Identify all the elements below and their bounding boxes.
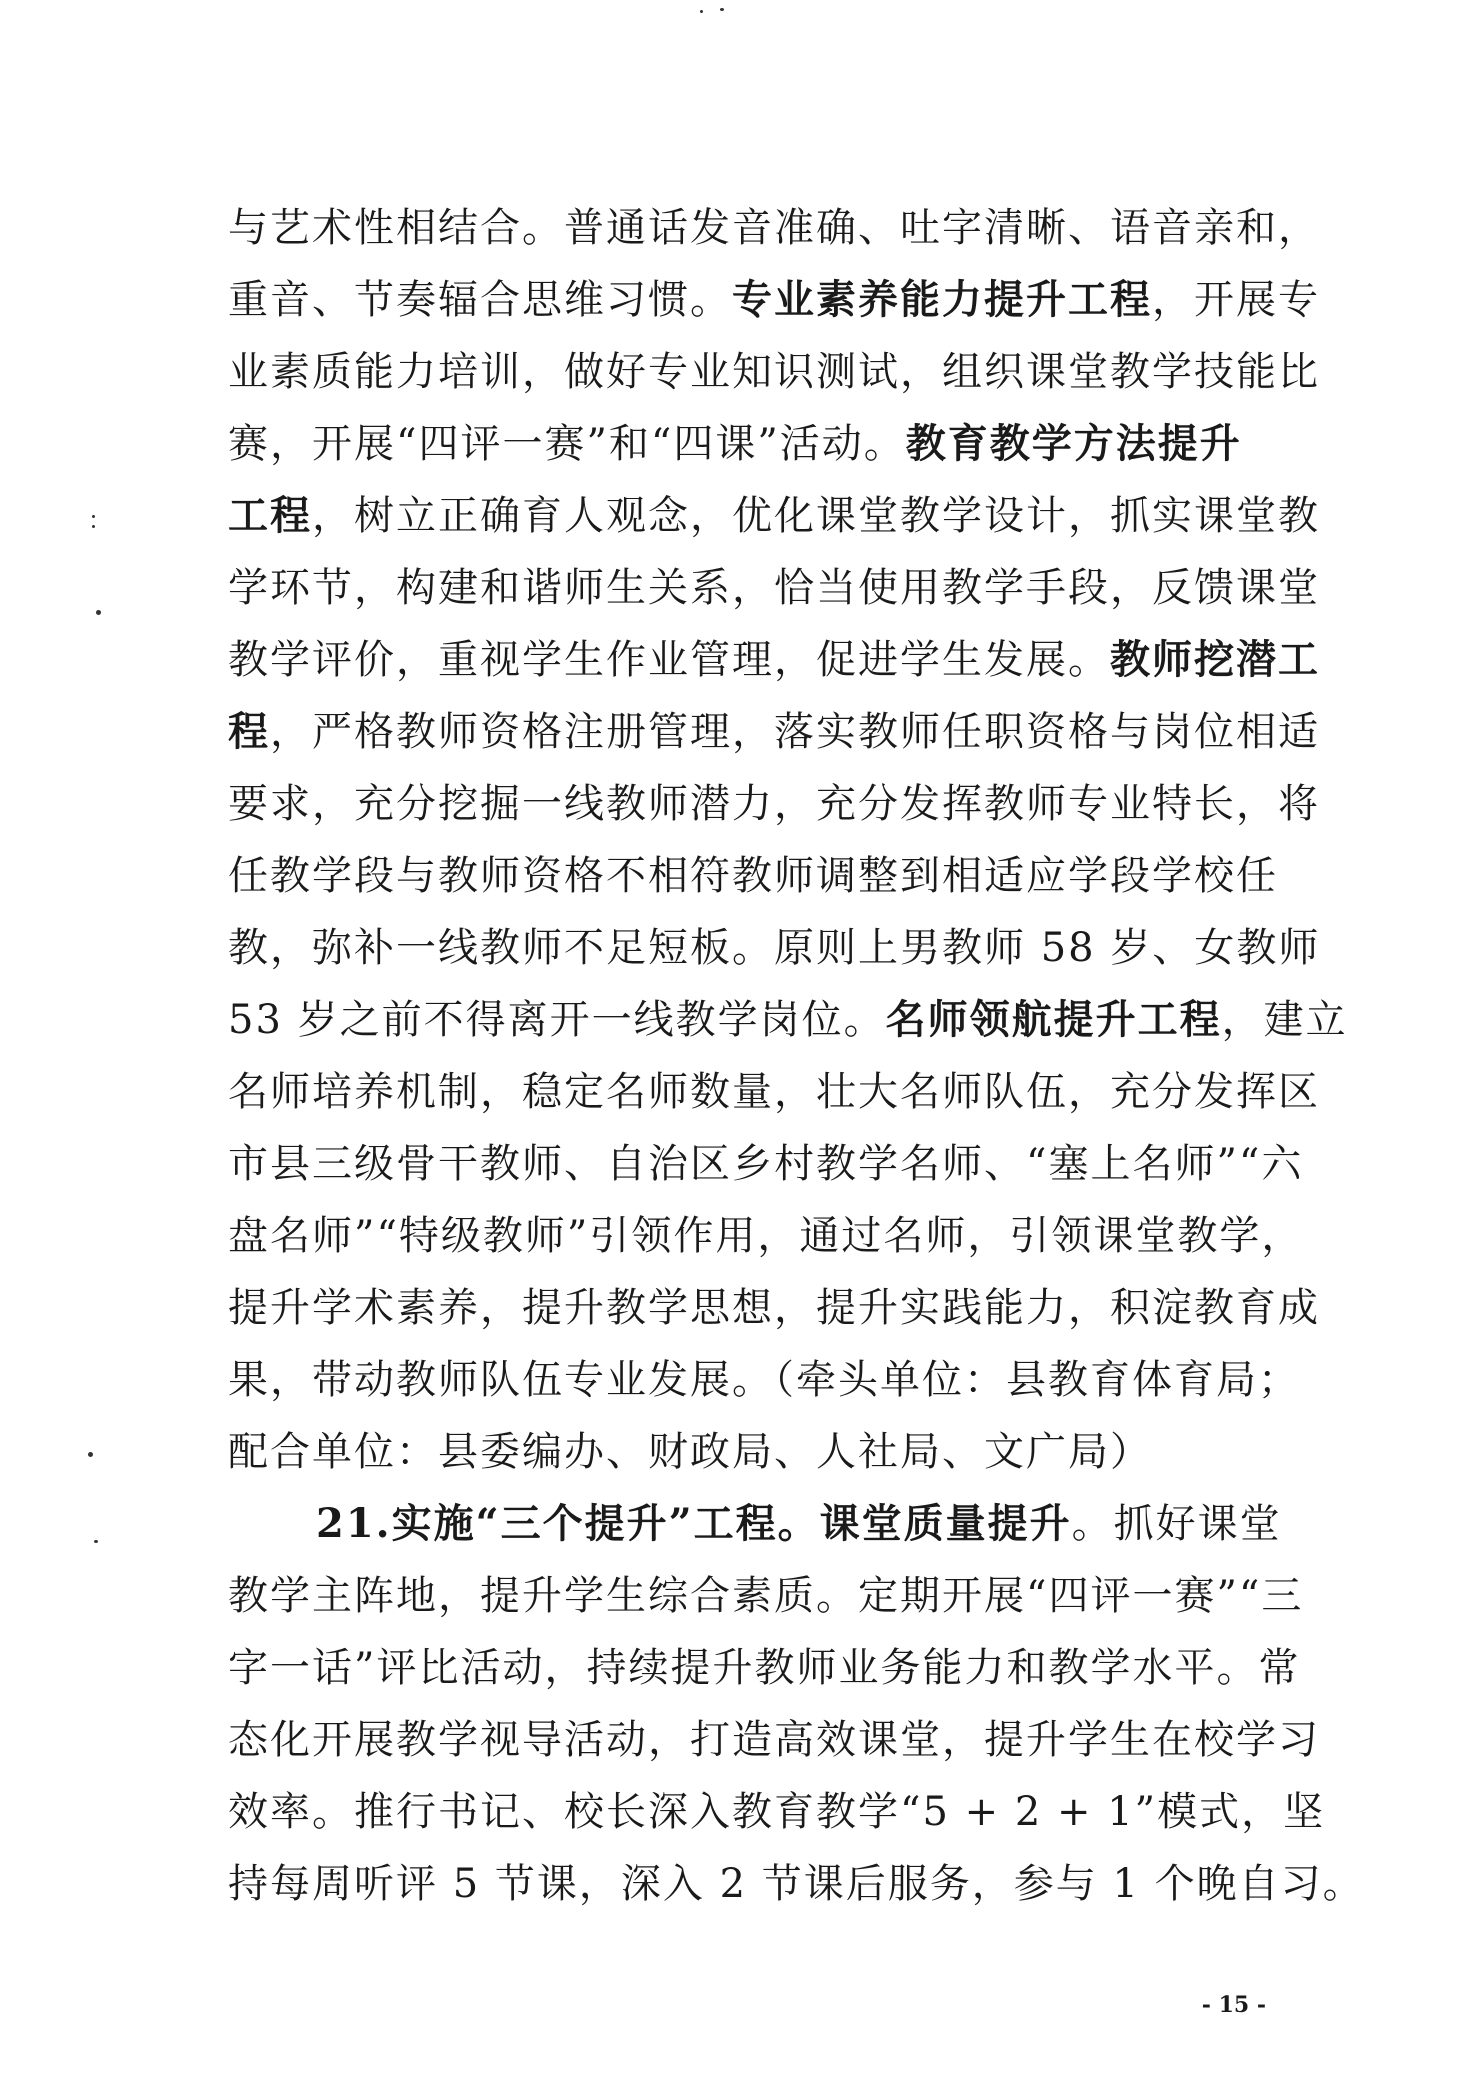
text-segment: ，树立正确育人观念，优化课堂教学设计，抓实课堂教: [312, 493, 1320, 539]
text-line: [228, 1344, 1300, 1416]
scan-speck: [94, 1540, 98, 1543]
text-segment: 教学主阵地，提升学生综合素质。定期开展“四评一赛”“三: [228, 1573, 1304, 1619]
text-line: [228, 624, 1320, 696]
text-line: [228, 192, 1320, 264]
text-line: [228, 1272, 1320, 1344]
text-segment: 态化开展教学视导活动，打造高效课堂，提升学生在校学习: [228, 1717, 1320, 1763]
bold-text-segment: 专业素养能力提升工程: [732, 276, 1152, 323]
text-segment: 学环节，构建和谐师生关系，恰当使用教学手段，反馈课堂: [228, 565, 1320, 611]
text-line: [228, 552, 1320, 624]
text-segment: 教学评价，重视学生作业管理，促进学生发展。: [228, 637, 1110, 683]
text-line: [228, 696, 1320, 768]
text-segment: 配合单位：县委编办、财政局、人社局、文广局）: [228, 1429, 1152, 1475]
text-segment: 重音、节奏辐合思维习惯。: [228, 277, 732, 323]
text-segment: ，开展专: [1152, 277, 1320, 323]
scan-speck: [96, 610, 101, 615]
page-number: - 15 -: [1201, 1992, 1266, 2018]
text-line: [228, 1416, 1278, 1488]
scan-speck: [88, 1452, 93, 1457]
text-segment: ，严格教师资格注册管理，落实教师任职资格与岗位相适: [270, 709, 1320, 755]
text-line: [228, 1200, 1304, 1272]
scan-speck: [92, 515, 95, 518]
text-line: [228, 1704, 1320, 1776]
bold-text-segment: 名师领航提升工程: [885, 996, 1222, 1043]
text-segment: 要求，充分挖掘一线教师潜力，充分发挥教师专业特长，将: [228, 781, 1320, 827]
text-segment: 与艺术性相结合。普通话发音准确、吐字清晰、语音亲和，: [228, 205, 1320, 251]
text-segment: 赛，开展“四评一赛”和“四课”活动。: [228, 421, 906, 467]
text-line: [228, 984, 1348, 1056]
text-segment: ，建立: [1221, 997, 1348, 1043]
text-line: [228, 1848, 1365, 1920]
text-line: [228, 264, 1320, 336]
text-segment: 名师培养机制，稳定名师数量，壮大名师队伍，充分发挥区: [228, 1069, 1320, 1115]
text-segment: 果，带动教师队伍专业发展。（牵头单位：县教育体育局；: [228, 1357, 1300, 1403]
text-segment: 效率。推行书记、校长深入教育教学“5 + 2 + 1”模式，坚: [228, 1789, 1326, 1835]
scan-speck: [92, 525, 95, 528]
text-segment: 持每周听评 5 节课，深入 2 节课后服务，参与 1 个晚自习。: [228, 1861, 1365, 1907]
text-segment: 业素质能力培训，做好专业知识测试，组织课堂教学技能比: [228, 349, 1320, 395]
bold-text-segment: 教师挖潜工: [1110, 636, 1320, 683]
body-text: [228, 192, 1365, 1920]
text-segment: 任教学段与教师资格不相符教师调整到相适应学段学校任: [228, 853, 1278, 899]
text-line: [228, 1128, 1304, 1200]
text-segment: 市县三级骨干教师、自治区乡村教学名师、“塞上名师”“六: [228, 1141, 1304, 1187]
text-line: [228, 408, 1278, 480]
text-segment: 字一话”评比活动，持续提升教师业务能力和教学水平。常: [228, 1645, 1301, 1691]
text-line: [228, 1488, 1282, 1560]
text-line: [228, 336, 1320, 408]
text-segment: 盘名师”“特级教师”引领作用，通过名师，引领课堂教学，: [228, 1213, 1304, 1259]
bold-text-segment: 21.实施“三个提升”工程。课堂质量提升: [316, 1500, 1072, 1547]
text-line: [228, 768, 1320, 840]
bold-text-segment: 程: [228, 708, 270, 755]
text-line: [228, 840, 1278, 912]
bold-text-segment: 工程: [228, 492, 312, 539]
text-segment: 。抓好课堂: [1071, 1501, 1282, 1547]
text-line: [228, 1560, 1304, 1632]
text-segment: 53 岁之前不得离开一线教学岗位。: [228, 997, 886, 1043]
text-line: [228, 1632, 1301, 1704]
text-line: [228, 1776, 1326, 1848]
text-line: [228, 1056, 1320, 1128]
text-segment: 提升学术素养，提升教学思想，提升实践能力，积淀教育成: [228, 1285, 1320, 1331]
scan-speck: [720, 8, 724, 11]
bold-text-segment: 教育教学方法提升: [905, 420, 1242, 467]
text-segment: 教，弥补一线教师不足短板。原则上男教师 58 岁、女教师: [228, 925, 1321, 971]
text-line: [228, 912, 1321, 984]
scan-speck: [700, 10, 703, 13]
text-line: [228, 480, 1320, 552]
